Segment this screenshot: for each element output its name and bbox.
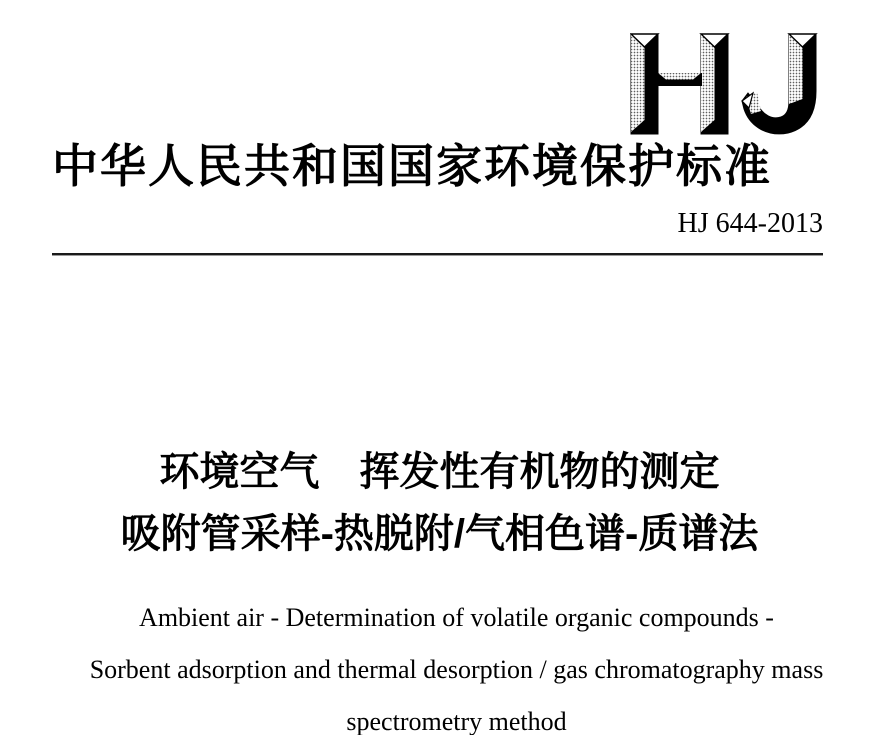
hj-logo-graphic	[630, 33, 820, 135]
method-title-en	[17, 592, 879, 735]
header-divider	[52, 253, 823, 256]
method-title-zh	[0, 441, 879, 565]
hj-logo	[630, 33, 820, 135]
logo-letter-j	[742, 34, 816, 134]
logo-letter-h	[631, 34, 728, 134]
title-en-line1: Ambient air - Determination of volatile organic compounds -	[139, 603, 774, 632]
title-en-line3: spectrometry method	[346, 707, 567, 735]
standard-org-title: 中华人民共和国国家环境保护标准	[52, 141, 772, 192]
standard-number: HJ 644-2013	[677, 208, 823, 239]
title-en-line2: Sorbent adsorption and thermal desorption / gas chromatography mass	[89, 655, 824, 684]
title-zh-line1: 环境空气 挥发性有机物的测定	[159, 450, 720, 494]
title-zh-line2: 吸附管采样-热脱附/气相色谱-质谱法	[120, 512, 759, 556]
